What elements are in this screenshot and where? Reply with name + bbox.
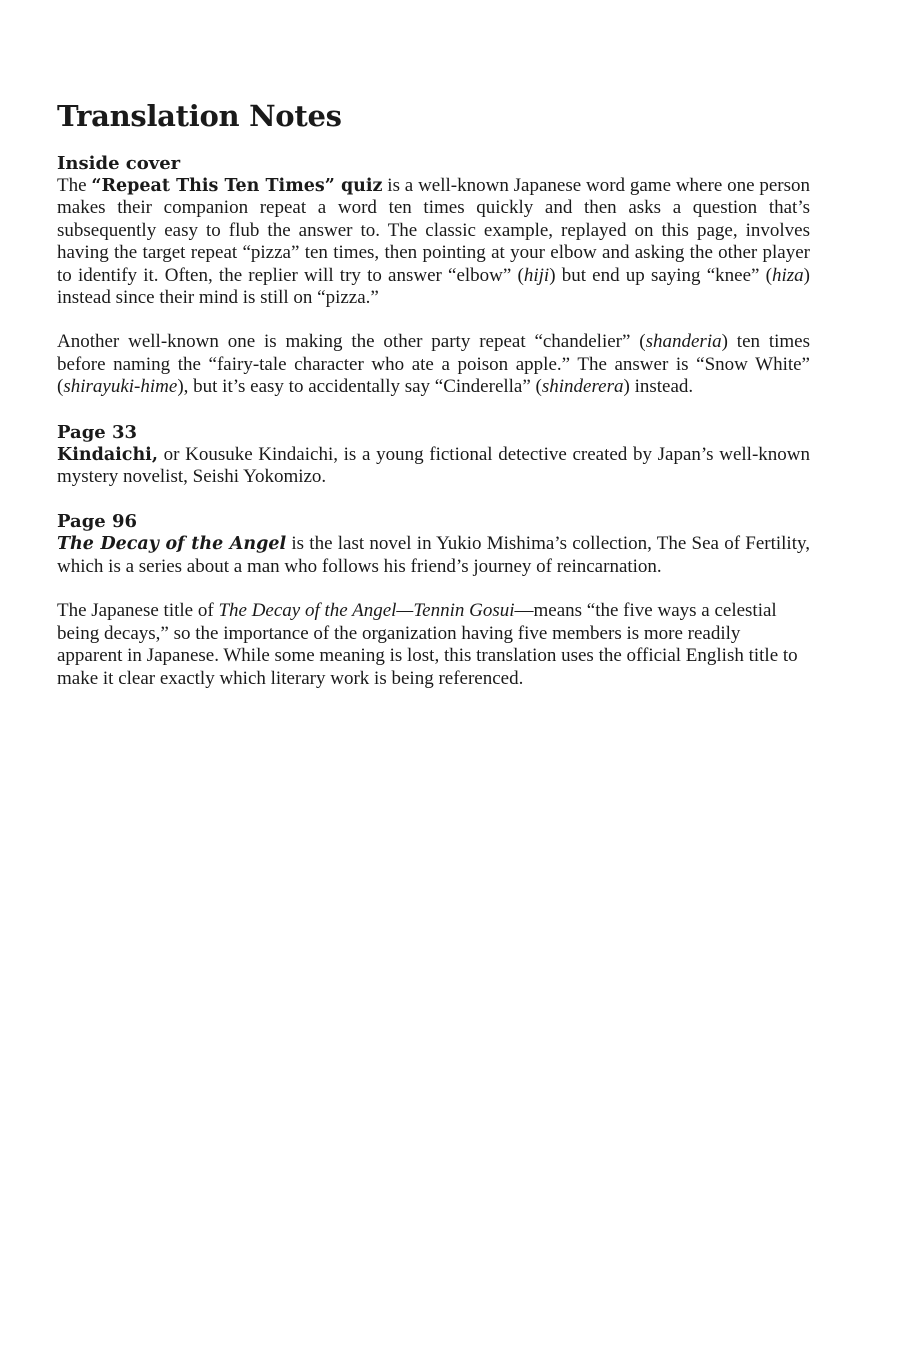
- text-run: The: [57, 175, 92, 196]
- paragraph: [57, 444, 810, 489]
- translation-notes-page: [57, 96, 810, 712]
- italic-term: shanderia: [645, 331, 722, 353]
- bold-term: Kindaichi,: [57, 444, 158, 465]
- paragraph: [57, 600, 810, 690]
- italic-term: The Decay of the Angel—Tennin Gosui: [218, 600, 515, 622]
- section-page-33: [57, 421, 810, 489]
- paragraph: [57, 331, 810, 398]
- text-run: ) ten times before naming the “fairy-tale character who ate a poison apple.” The answer is “Snow White” (: [57, 331, 811, 398]
- text-run: —means “the five ways a celestial being decays,” so the importance of the organization having five members is more readily apparent in Japanese. While some meaning is lost, this translation uses the official English title to make it clear exactly which literary work is being referenced.: [57, 600, 798, 689]
- bold-italic-term: The Decay of the Angel: [57, 534, 287, 555]
- paragraph: [57, 175, 810, 309]
- italic-term: hiza: [771, 264, 804, 286]
- text-run: The Japanese title of: [57, 600, 219, 622]
- italic-term: shinderera: [541, 376, 624, 398]
- text-run: is the last novel in Yukio Mishima’s collection, The Sea of Fertility, which is a series about a man who follows his friend’s journey of reincarnation.: [57, 533, 811, 577]
- section-page-96: [57, 510, 810, 689]
- italic-term: hiji: [523, 264, 550, 286]
- paragraph: [57, 533, 810, 578]
- page-title: Translation Notes: [57, 99, 342, 133]
- text-run: is a well-known Japanese word game where one person makes their companion repeat a word ten times quickly and then asks a question that’s subsequently easy to flub the answer to. The classic example, replayed on this page, involves having the target repeat “pizza” ten times, then pointing at your elbow and asking the other player to identify it. Often, the replier will try to answer “elbow” (: [57, 175, 810, 286]
- text-run: ) instead.: [623, 376, 694, 398]
- italic-term: shirayuki-hime: [63, 376, 178, 398]
- text-run: ) instead since their mind is still on “pizza.”: [57, 264, 810, 309]
- section-heading: Page 96: [57, 511, 138, 533]
- text-run: or Kousuke Kindaichi, is a young fictional detective created by Japan’s well-known mystery novelist, Seishi Yokomizo.: [57, 443, 810, 488]
- text-run: ) but end up saying “knee” (: [549, 264, 772, 286]
- section-inside-cover: [57, 152, 810, 399]
- section-heading: Page 33: [57, 421, 138, 443]
- section-heading: Inside cover: [57, 153, 181, 174]
- text-run: Another well-known one is making the other party repeat “chandelier” (: [57, 331, 646, 353]
- bold-term: “Repeat This Ten Times” quiz: [91, 176, 383, 196]
- text-run: ), but it’s easy to accidentally say “Cinderella” (: [177, 376, 542, 398]
